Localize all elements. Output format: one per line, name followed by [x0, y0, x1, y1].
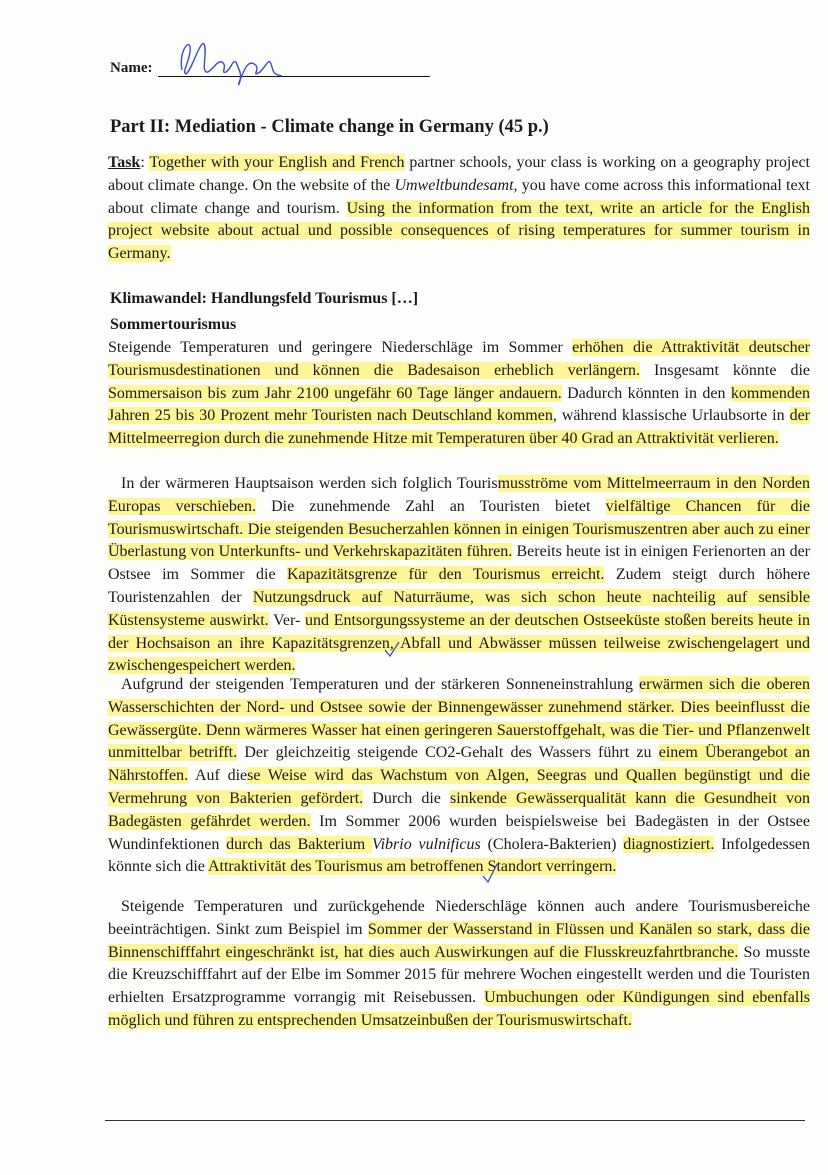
text-segment: Die zunehmende Zahl an Touristen bietet: [255, 497, 606, 515]
highlighted-text: durch das Bakterium: [226, 835, 372, 853]
highlighted-text: musströme vom Mittelmeerraum in den Norden Europas verschieben.: [108, 475, 811, 515]
highlighted-text: kommenden Jahren 25 bis 30 Prozent mehr Touristen nach Deutschland kommen: [108, 384, 810, 425]
highlighted-text: vielfältige Chancen für die Tourismuswirtschaft. Die steigenden Besucherzahlen können in einigen Tourismuszentren aber auch zu einer Überlastung von Unterkunfts- und Verkehrskapazitäten führen.: [108, 497, 810, 561]
highlighted-text: Nutzungsdruck auf Naturräume, was sich schon heute nachteilig auf sensible Küstensysteme auswirkt.: [108, 588, 810, 629]
highlighted-text: erwärmen sich die oberen Wasserschichten der Nord- und Ostsee sowie der Binnengewässer zunehmend stärker.: [108, 676, 811, 716]
text-segment: , you have come across this informational text about climate change and tourism.: [108, 176, 811, 217]
highlighted-text: Kapazitätsgrenze für den Tourismus erreicht.: [286, 566, 605, 584]
task-text: [108, 154, 810, 262]
paragraph-3: [108, 674, 810, 879]
paragraph-2: [108, 473, 810, 678]
text-segment: Infolgedessen könnte sich die: [108, 835, 811, 876]
name-label: Name:: [110, 60, 153, 76]
highlighted-text: der Mittelmeerregion durch die zunehmende Hitze mit Temperaturen über 40 Grad an Attraktivität verlieren.: [108, 407, 811, 448]
text-segment: Insgesamt könnte die: [640, 361, 811, 379]
highlighted-text: und Entsorgungssysteme an der deutschen Ostseeküste stoßen bereits heute in der Hochsaison an ihre Kapazitätsgrenzen, Abfall und Abwässer müssen teilweise zwischengelagert und zwischengespeichert werden.: [108, 611, 810, 675]
text-segment: Dadurch könnten in den: [561, 384, 731, 402]
section-heading: Sommertourismus: [110, 316, 237, 333]
text-segment: , während klassische Urlaubsorte in: [552, 407, 790, 425]
text-segment: Bereits heute ist in einigen Ferienorten an der Ostsee im Sommer die: [108, 543, 811, 584]
text-segment: Umweltbundesamt: [394, 176, 514, 194]
highlighted-text: einem Überangebot an Nährstoffen.: [108, 744, 811, 785]
text-segment: So musste die Kreuzschifffahrt auf der Elbe im Sommer 2015 für mehrere Wochen eingestellt werden und die Touristen erhielten Ersatzprogramme vorrangig mit Reisebussen.: [108, 943, 811, 1007]
task-label: Task: [108, 154, 141, 171]
text-segment: :: [140, 154, 150, 171]
paragraph-4: [108, 896, 810, 1033]
text-segment: partner schools, your class is working on a geography project about climate change. On the website of the: [108, 154, 811, 194]
highlighted-text: Sommersaison bis zum Jahr 2100 ungefähr 60 Tage länger andauern.: [108, 384, 562, 402]
text-segment: Der gleichzeitig steigende CO2-Gehalt des Wassers führt zu: [237, 744, 659, 762]
text-segment: Auf die: [188, 767, 248, 785]
bottom-rule: [105, 1120, 805, 1121]
text-segment: Steigende Temperaturen und zurückgehende Niederschläge können auch andere Tourismusbereiche beeinträchtigen. Sinkt zum Beispiel im: [108, 898, 810, 938]
page-title: Part II: Mediation - Climate change in Germany (45 p.): [110, 117, 549, 137]
paragraph-1: [108, 337, 810, 451]
highlighted-text: Sommer der Wasserstand in Flüssen und Kanälen so stark, dass die Binnenschifffahrt eingeschränkt ist, hat dies auch Auswirkungen auf die Flusskreuzfahrtbranche.: [108, 920, 811, 961]
name-field: [110, 52, 440, 82]
highlighted-text: Together with your English and French: [149, 154, 405, 171]
text-segment: Ver-: [268, 611, 306, 629]
highlighted-text: erhöhen die Attraktivität deutscher Tourismusdestinationen und können die Badesaison erheblich verlängern.: [108, 339, 811, 379]
text-segment: Im Sommer 2006 wurden beispielsweise bei Badegästen in der Ostsee Wundinfektionen: [108, 812, 810, 853]
highlighted-text: Umbuchungen oder Kündigungen sind ebenfalls möglich und führen zu entsprechenden Umsatzeinbußen der Tourismuswirtschaft.: [108, 989, 810, 1029]
task-paragraph: [108, 152, 810, 266]
highlighted-text: se Weise wird das Wachstum von Algen, Seegras und Quallen begünstigt und die Vermehrung von Bakterien gefördert.: [108, 767, 811, 807]
highlighted-text: Attraktivität des Tourismus am betroffenen Standort verringern.: [207, 858, 617, 876]
text-heading: Klimawandel: Handlungsfeld Tourismus […]: [110, 290, 419, 307]
highlighted-text: diagnostiziert.: [623, 835, 715, 853]
highlighted-text: Using the information from the text, write an article for the English project website about actual und possible consequences of rising temperatures for summer tourism in Germany.: [108, 199, 810, 263]
handwritten-signature: [170, 30, 290, 90]
text-segment: (Cholera-Bakterien): [480, 835, 624, 853]
text-segment: Steigende Temperaturen und geringere Niederschläge im Sommer: [108, 339, 573, 356]
highlighted-text: sinkende Gewässerqualität kann die Gesundheit von Badegästen gefährdet werden.: [108, 789, 811, 830]
checkmark-icon: [480, 860, 500, 886]
text-segment: Vibrio vulnificus: [371, 835, 481, 853]
text-segment: Zudem steigt durch höhere Touristenzahlen der: [108, 566, 810, 606]
checkmark-icon: [382, 640, 402, 660]
highlighted-text: Dies beeinflusst die Gewässergüte. Denn wärmeres Wasser hat einen geringeren Sauerstoffgehalt, was die Tier- und Pflanzenwelt unmittelbar betrifft.: [108, 698, 810, 762]
text-segment: Durch die: [363, 789, 450, 807]
text-segment: In der wärmeren Hauptsaison werden sich folglich Touris: [121, 475, 498, 492]
text-segment: Aufgrund der steigenden Temperaturen und der stärkeren Sonneneinstrahlung: [121, 676, 640, 693]
